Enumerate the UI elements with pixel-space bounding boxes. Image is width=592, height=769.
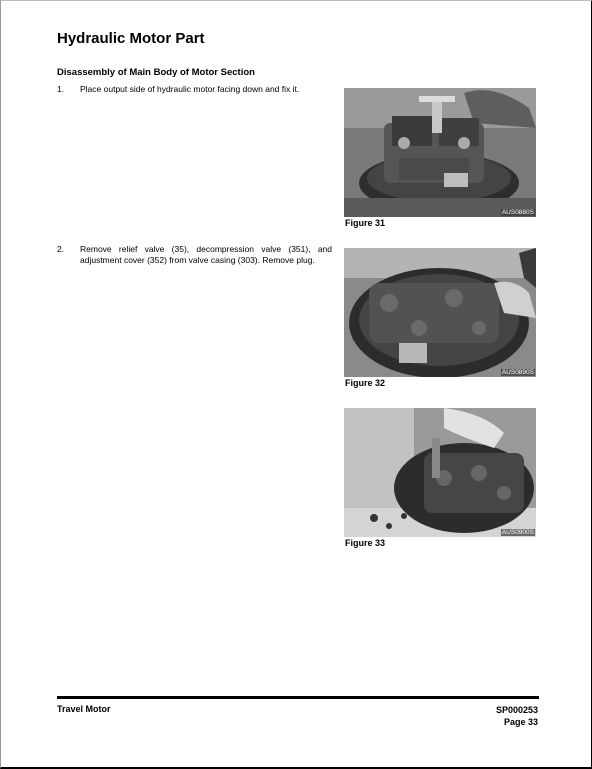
footer-rule: [57, 696, 539, 699]
step-2: [57, 244, 332, 266]
figure-code: AUS0890S: [501, 369, 534, 376]
step-number: 1.: [57, 84, 65, 94]
section-heading: Disassembly of Main Body of Motor Section: [57, 67, 255, 78]
figure-33-caption: Figure 33: [345, 538, 386, 548]
footer-page-info: [496, 704, 538, 728]
figure-33-photo: [344, 408, 536, 537]
step-number: 2.: [57, 244, 65, 254]
footer-section: Travel Motor: [57, 704, 111, 714]
page-title: Hydraulic Motor Part: [57, 30, 205, 47]
step-1: [57, 84, 332, 95]
figure-31-photo: [344, 88, 536, 217]
figure-31-caption: Figure 31: [345, 218, 386, 228]
figure-code: AUS0880S: [501, 209, 534, 216]
figure-code: AUS0900S: [501, 529, 534, 536]
footer-page-number: Page 33: [503, 717, 538, 727]
step-text: Place output side of hydraulic motor facing down and fix it.: [80, 84, 300, 94]
step-text: Remove relief valve (35), decompression valve (351), and adjustment cover (352) from valve casing (303). Remove plug.: [80, 244, 332, 265]
figure-32-caption: Figure 32: [345, 378, 386, 388]
figure-32-photo: [344, 248, 536, 377]
footer-doc-number: SP000253: [495, 705, 538, 715]
